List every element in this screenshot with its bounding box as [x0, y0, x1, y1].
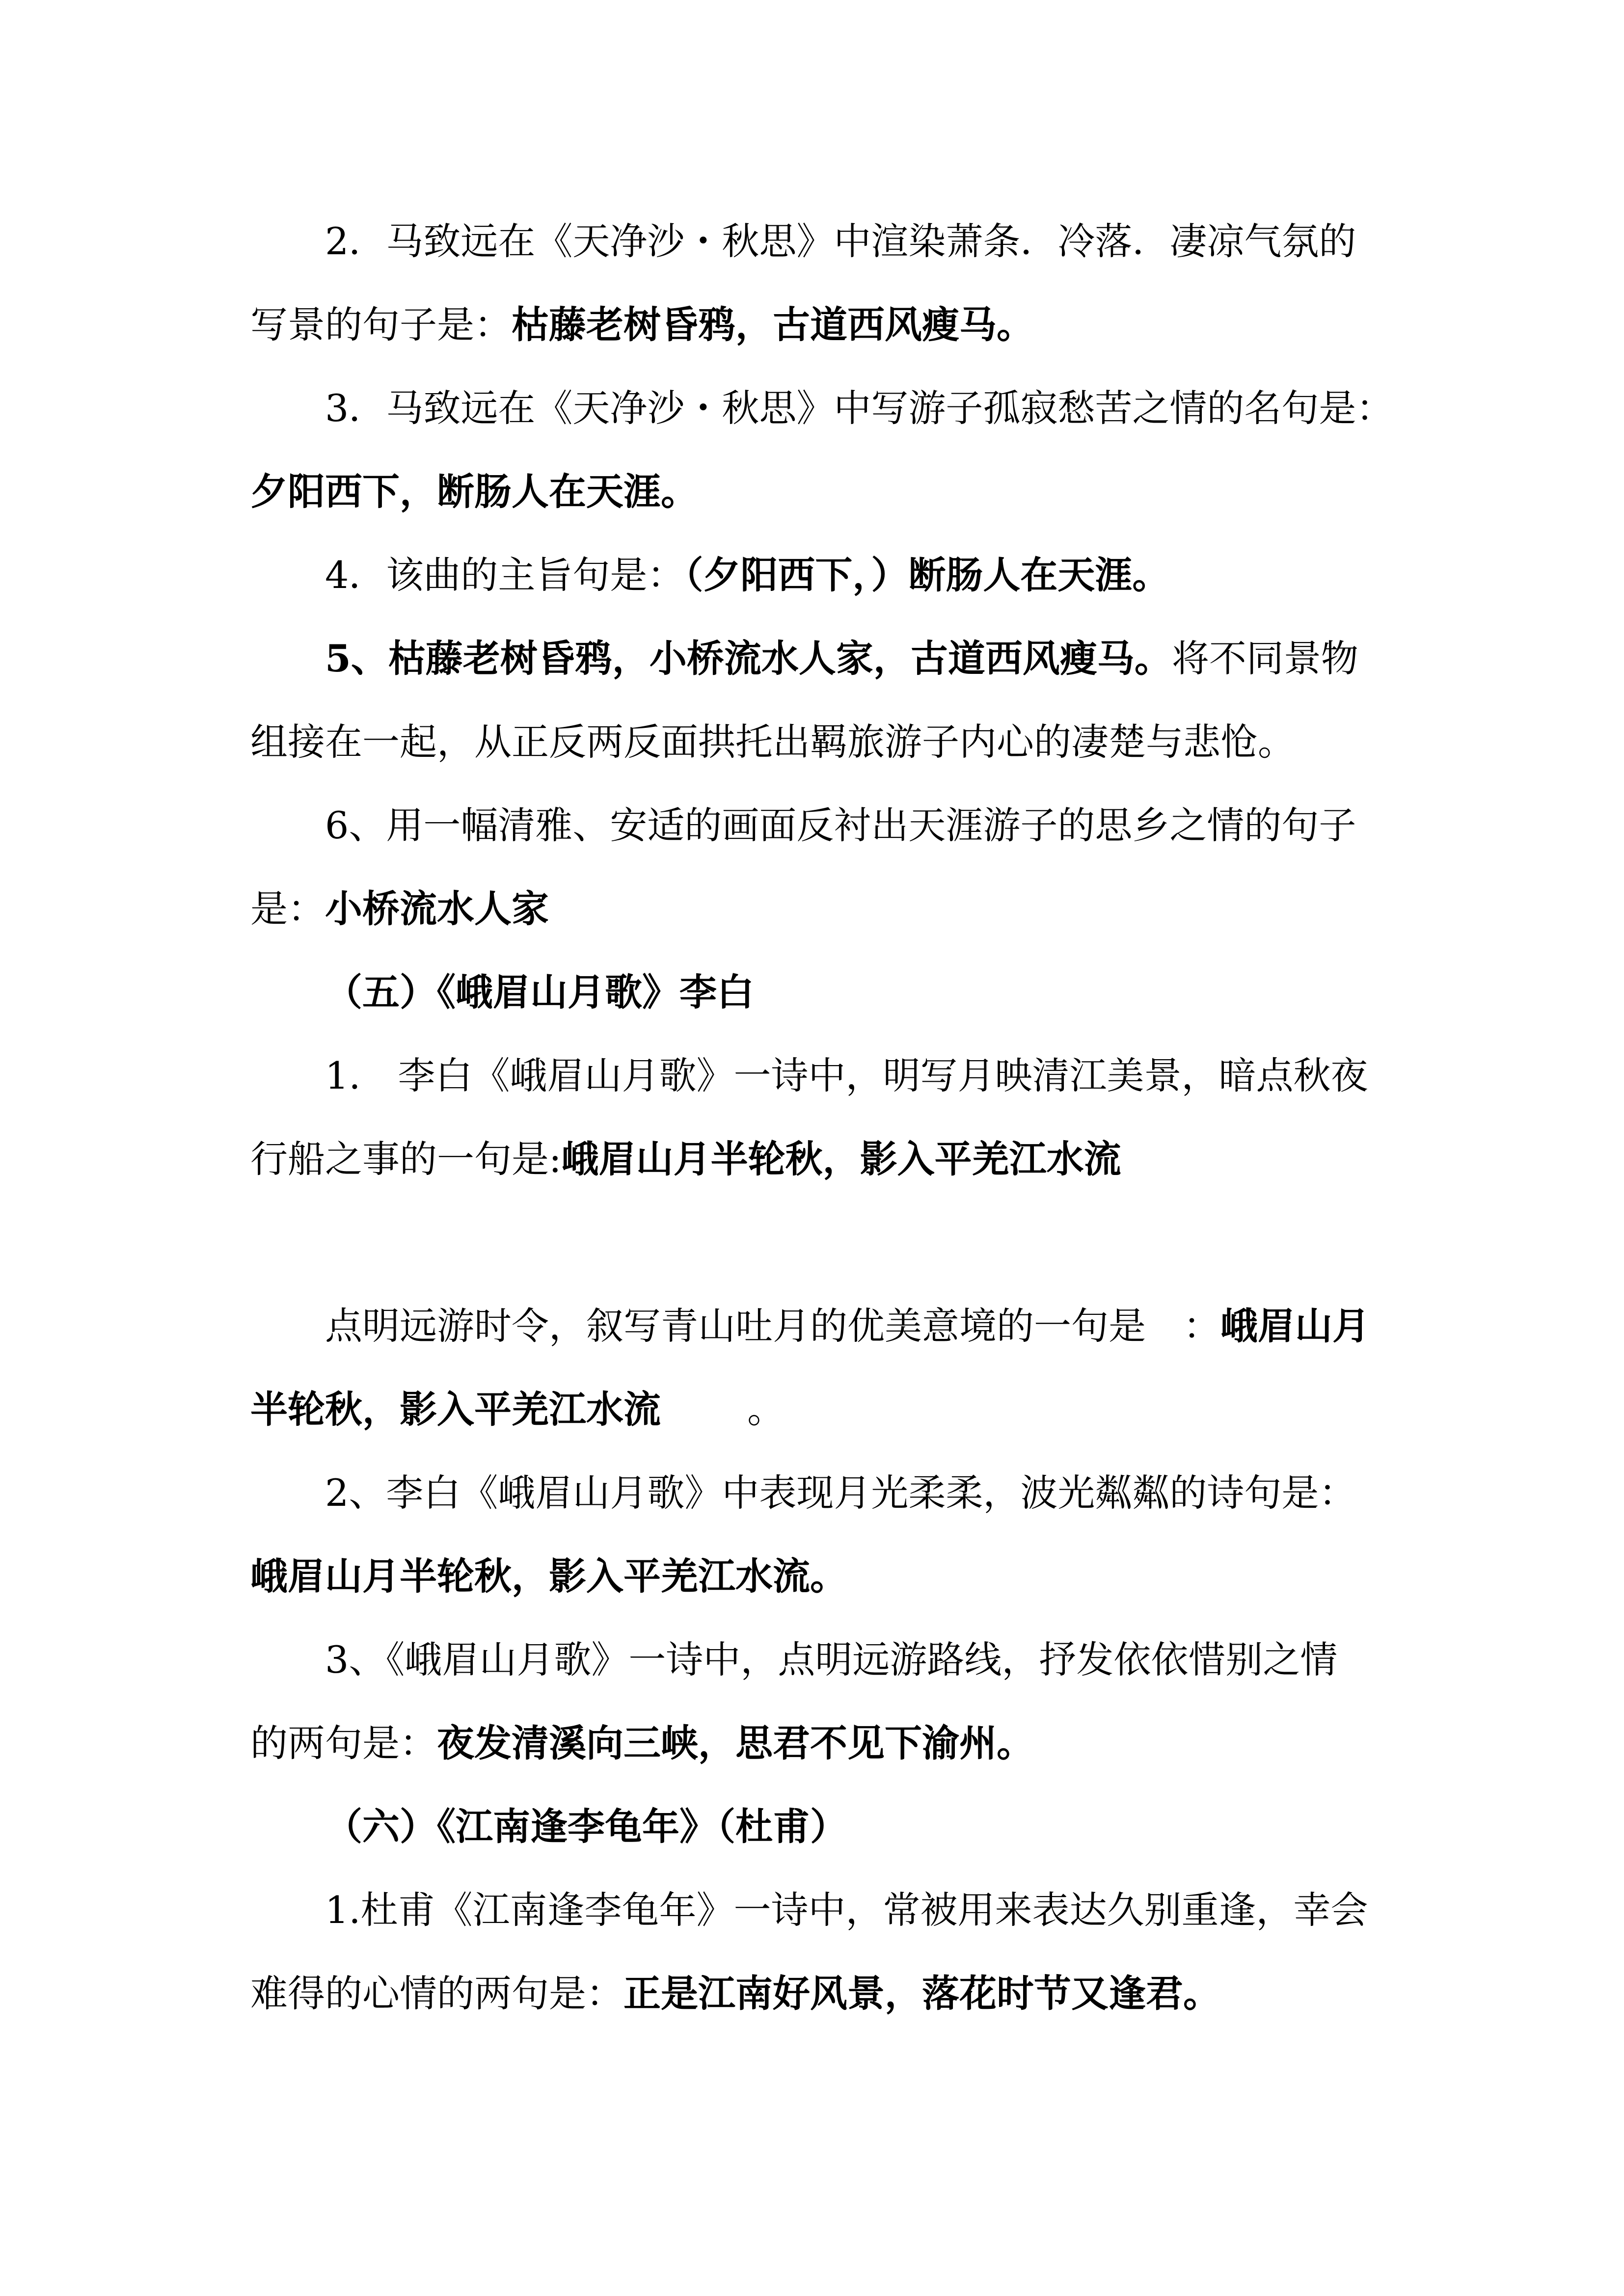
emei-item-2-answer: 峨眉山月半轮秋，影入平羌江水流。: [250, 1554, 847, 1598]
emei-extra-suffix: 。: [661, 1388, 785, 1431]
item-6-answer: 小桥流水人家: [325, 887, 549, 931]
section-heading-6: （六）《江南逢李龟年》（杜甫）: [325, 1805, 847, 1848]
section-heading-5: （五）《峨眉山月歌》李白: [325, 970, 754, 1014]
item-2-answer: 枯藤老树昏鸦，古道西风瘦马。: [512, 303, 1034, 347]
emei-extra-line-1: [325, 1302, 1370, 1351]
item-6-line-1: 6、用一幅清雅、安适的画面反衬出天涯游子的思乡之情的句子: [325, 803, 1356, 847]
jiangnan-item-1-answer: 正是江南好风景，落花时节又逢君。: [623, 1972, 1220, 2015]
jiangnan-item-1-prefix: 难得的心情的两句是：: [250, 1972, 623, 2015]
jiangnan-item-1-line-1: 1.杜甫《江南逢李龟年》一诗中，常被用来表达久别重逢，幸会: [325, 1888, 1368, 1932]
item-2-question-text: 2．马致远在《天净沙・秋思》中渲染萧条．冷落．凄凉气氛的: [325, 219, 1356, 263]
emei-extra-prefix: 点明远游时令，叙写青山吐月的优美意境的一句是 ：: [325, 1304, 1220, 1348]
item-5-line-1: [325, 634, 1358, 683]
item-2-prefix: 写景的句子是：: [250, 303, 512, 347]
emei-item-1-line-1: 1. 李白《峨眉山月歌》一诗中，明写月映清江美景，暗点秋夜: [325, 1054, 1368, 1097]
item-3-line-1: [325, 384, 1393, 433]
emei-item-1-line-2: [250, 1135, 1121, 1184]
emei-item-1-answer: 峨眉山月半轮秋，影入平羌江水流: [561, 1137, 1121, 1181]
item-6-line-2: [250, 884, 549, 934]
item-5-bold-text: 5、枯藤老树昏鸦，小桥流水人家，古道西风瘦马。: [325, 637, 1172, 680]
item-2-line-1: [325, 217, 1356, 266]
emei-item-3-line-2: [250, 1719, 1034, 1768]
item-4-line: [325, 551, 1169, 600]
item-2-line-2: [250, 300, 1034, 349]
emei-item-1-prefix: 行船之事的一句是:: [250, 1137, 562, 1181]
emei-extra-line-2: [250, 1385, 785, 1434]
item-4-answer: （夕阳西下，）断肠人在天涯。: [684, 553, 1170, 597]
emei-item-2-line-1: 2、李白《峨眉山月歌》中表现月光柔柔，波光粼粼的诗句是：: [325, 1471, 1356, 1515]
item-3-answer: 夕阳西下，断肠人在天涯。: [250, 470, 698, 513]
emei-item-3-answer: 夜发清溪向三峡，思君不见下渝州。: [437, 1721, 1034, 1765]
item-5-line-2: 组接在一起，从正反两反面拱托出羁旅游子内心的凄楚与悲怆。: [250, 720, 1295, 764]
emei-extra-answer-part-2: 半轮秋，影入平羌江水流: [250, 1388, 661, 1431]
emei-item-3-prefix: 的两句是：: [250, 1721, 437, 1765]
item-6-prefix: 是：: [250, 887, 325, 931]
jiangnan-item-1-line-2: [250, 1969, 1220, 2018]
item-4-prefix: 4．该曲的主旨句是：: [325, 553, 685, 597]
emei-item-3-line-1: 3、《峨眉山月歌》一诗中，点明远游路线，抒发依依惜别之情: [325, 1638, 1338, 1682]
emei-extra-answer-part-1: 峨眉山月: [1220, 1304, 1370, 1348]
item-5-rest-text: 将不同景物: [1171, 637, 1358, 680]
item-3-question-text: 3．马致远在《天净沙・秋思》中写游子孤寂愁苦之情的名句是：: [325, 386, 1394, 430]
